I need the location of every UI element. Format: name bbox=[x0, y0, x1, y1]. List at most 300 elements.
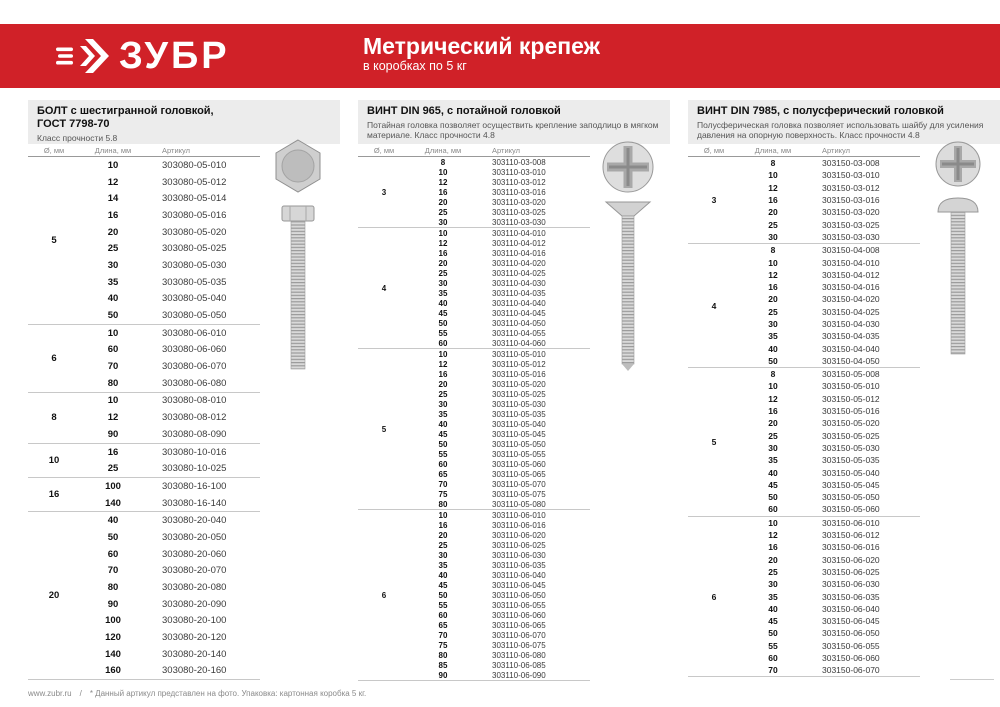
article-number: 303080-05-014 bbox=[162, 193, 227, 205]
article-number: 303150-06-040 bbox=[822, 603, 880, 614]
zubr-logo bbox=[56, 24, 230, 88]
article-number: 303110-05-020 bbox=[492, 379, 546, 389]
article-number: 303080-10-025 bbox=[162, 463, 227, 475]
length-value: 16 bbox=[107, 446, 119, 458]
article-number: 303150-03-010 bbox=[822, 170, 880, 181]
article-number: 303150-04-030 bbox=[822, 319, 880, 329]
article-number: 303080-05-030 bbox=[162, 259, 227, 271]
length-value: 10 bbox=[768, 257, 778, 268]
diameter-value: 5 bbox=[711, 436, 717, 447]
length-value: 12 bbox=[768, 393, 778, 404]
length-value: 16 bbox=[438, 520, 448, 530]
diameter-value: 3 bbox=[711, 195, 717, 206]
table-header bbox=[358, 144, 590, 157]
article-number: 303110-06-035 bbox=[492, 560, 546, 570]
diameter-value: 4 bbox=[711, 300, 717, 311]
article-number: 303110-06-075 bbox=[492, 640, 546, 650]
diameter-group bbox=[358, 157, 590, 228]
length-value: 30 bbox=[438, 399, 448, 409]
article-number: 303080-20-120 bbox=[162, 632, 227, 644]
length-value: 70 bbox=[438, 630, 448, 640]
diameter-group bbox=[28, 393, 260, 444]
length-value: 60 bbox=[107, 548, 119, 560]
length-value: 10 bbox=[768, 517, 778, 528]
diameter-group bbox=[688, 157, 920, 244]
article-number: 303080-20-090 bbox=[162, 598, 227, 610]
article-number: 303080-08-012 bbox=[162, 412, 227, 424]
length-value: 50 bbox=[107, 310, 119, 322]
article-number: 303110-06-050 bbox=[492, 590, 546, 600]
length-value: 90 bbox=[438, 670, 448, 680]
product-title: БОЛТ с шестигранной головкой, bbox=[37, 105, 214, 117]
article-number: 303150-05-035 bbox=[822, 455, 880, 466]
length-value: 65 bbox=[438, 620, 448, 630]
length-value: 45 bbox=[768, 479, 778, 490]
diameter-value: 10 bbox=[48, 454, 60, 466]
article-number: 303150-05-030 bbox=[822, 442, 880, 453]
product-title: ВИНТ DIN 7985, с полусферический головкой bbox=[697, 105, 944, 117]
length-value: 90 bbox=[107, 598, 119, 610]
length-value: 30 bbox=[438, 217, 448, 227]
article-number: 303110-05-025 bbox=[492, 389, 546, 399]
article-number: 303080-06-070 bbox=[162, 361, 227, 373]
length-value: 45 bbox=[768, 616, 778, 627]
length-value: 30 bbox=[438, 550, 448, 560]
length-value: 80 bbox=[438, 650, 448, 660]
footer bbox=[28, 689, 366, 698]
diameter-value: 16 bbox=[48, 489, 60, 501]
length-value: 40 bbox=[768, 603, 778, 614]
article-number: 303110-06-085 bbox=[492, 660, 546, 670]
length-value: 10 bbox=[107, 327, 119, 339]
article-number: 303080-05-040 bbox=[162, 293, 227, 305]
article-number: 303080-05-020 bbox=[162, 226, 227, 238]
length-value: 50 bbox=[768, 628, 778, 639]
length-value: 35 bbox=[438, 409, 448, 419]
col-header-diameter: Ø, мм bbox=[373, 145, 395, 155]
article-number: 303110-05-040 bbox=[492, 419, 546, 429]
length-value: 16 bbox=[438, 369, 448, 379]
article-number: 303080-10-016 bbox=[162, 446, 227, 458]
length-value: 20 bbox=[438, 258, 448, 268]
article-number: 303110-06-060 bbox=[492, 610, 546, 620]
article-number: 303110-05-010 bbox=[492, 349, 546, 359]
article-number: 303080-06-080 bbox=[162, 377, 227, 389]
article-number: 303080-16-100 bbox=[162, 480, 227, 492]
article-number: 303150-05-016 bbox=[822, 406, 880, 417]
product-title: ВИНТ DIN 965, с потайной головкой bbox=[367, 105, 561, 117]
length-value: 70 bbox=[768, 665, 778, 676]
article-number: 303150-06-010 bbox=[822, 517, 880, 528]
article-number: 303150-06-050 bbox=[822, 628, 880, 639]
diameter-value: 3 bbox=[381, 187, 387, 197]
product-header bbox=[28, 100, 340, 144]
length-value: 12 bbox=[768, 269, 778, 280]
article-number: 303110-04-012 bbox=[492, 238, 546, 248]
length-value: 20 bbox=[768, 554, 778, 565]
article-number: 303080-20-140 bbox=[162, 648, 227, 660]
article-number: 303080-20-050 bbox=[162, 531, 227, 543]
length-value: 25 bbox=[438, 207, 448, 217]
length-value: 60 bbox=[768, 504, 778, 515]
length-value: 50 bbox=[768, 492, 778, 503]
article-number: 303110-03-010 bbox=[492, 167, 546, 177]
diameter-group bbox=[358, 228, 590, 349]
length-value: 35 bbox=[438, 560, 448, 570]
article-number: 303150-04-012 bbox=[822, 269, 880, 280]
article-number: 303080-05-016 bbox=[162, 209, 227, 221]
length-value: 12 bbox=[107, 412, 119, 424]
col-header-length: Длина, мм bbox=[424, 145, 462, 155]
article-number: 303110-06-016 bbox=[492, 520, 546, 530]
article-number: 303150-03-012 bbox=[822, 182, 880, 193]
length-value: 20 bbox=[768, 207, 778, 218]
article-number: 303110-06-025 bbox=[492, 540, 546, 550]
length-value: 140 bbox=[105, 497, 121, 509]
col-header-article: Артикул bbox=[822, 145, 850, 155]
article-number: 303080-06-010 bbox=[162, 327, 227, 339]
length-value: 30 bbox=[768, 442, 778, 453]
length-value: 55 bbox=[438, 328, 448, 338]
article-number: 303110-05-060 bbox=[492, 459, 546, 469]
product-section-vint-din-7985 bbox=[688, 100, 1000, 681]
article-number: 303150-06-020 bbox=[822, 554, 880, 565]
length-value: 45 bbox=[438, 308, 448, 318]
length-value: 20 bbox=[768, 294, 778, 305]
catalog-columns bbox=[28, 100, 1000, 681]
article-number: 303150-04-016 bbox=[822, 282, 880, 293]
article-number: 303150-04-020 bbox=[822, 294, 880, 305]
diameter-group bbox=[358, 510, 590, 681]
col-header-length: Длина, мм bbox=[94, 145, 132, 155]
length-value: 45 bbox=[438, 429, 448, 439]
length-value: 40 bbox=[107, 515, 119, 527]
article-number: 303110-06-090 bbox=[492, 670, 546, 680]
article-number: 303150-06-030 bbox=[822, 579, 880, 590]
length-value: 20 bbox=[107, 226, 119, 238]
article-number: 303110-03-020 bbox=[492, 197, 546, 207]
article-number: 303110-03-030 bbox=[492, 217, 546, 227]
article-number: 303110-04-016 bbox=[492, 248, 546, 258]
article-number: 303150-06-055 bbox=[822, 640, 880, 651]
length-value: 20 bbox=[768, 418, 778, 429]
article-number: 303110-03-012 bbox=[492, 177, 546, 187]
length-value: 30 bbox=[768, 231, 778, 242]
article-number: 303150-06-025 bbox=[822, 566, 880, 577]
length-value: 70 bbox=[107, 565, 119, 577]
length-value: 60 bbox=[438, 610, 448, 620]
col-header-diameter: Ø, мм bbox=[43, 145, 65, 155]
article-number: 303150-03-030 bbox=[822, 231, 880, 242]
article-number: 303080-05-025 bbox=[162, 243, 227, 255]
article-number: 303150-03-020 bbox=[822, 207, 880, 218]
length-value: 16 bbox=[438, 248, 448, 258]
length-value: 25 bbox=[107, 463, 119, 475]
article-number: 303150-04-050 bbox=[822, 355, 880, 366]
article-number: 303110-03-016 bbox=[492, 187, 546, 197]
article-number: 303150-04-040 bbox=[822, 343, 880, 354]
diameter-group bbox=[28, 325, 260, 393]
article-number: 303080-08-090 bbox=[162, 428, 227, 440]
article-number: 303080-05-035 bbox=[162, 276, 227, 288]
hex-bolt-photo bbox=[256, 138, 340, 378]
length-value: 25 bbox=[768, 566, 778, 577]
article-number: 303110-04-060 bbox=[492, 338, 546, 348]
article-number: 303110-06-030 bbox=[492, 550, 546, 560]
length-value: 8 bbox=[440, 157, 446, 167]
article-number: 303110-04-045 bbox=[492, 308, 546, 318]
article-number: 303110-06-045 bbox=[492, 580, 546, 590]
article-number: 303150-05-025 bbox=[822, 430, 880, 441]
article-number: 303110-05-075 bbox=[492, 489, 546, 499]
article-number: 303150-05-060 bbox=[822, 504, 880, 515]
length-value: 16 bbox=[107, 209, 119, 221]
diameter-group bbox=[28, 157, 260, 325]
length-value: 20 bbox=[438, 379, 448, 389]
product-title-line2: ГОСТ 7798-70 bbox=[37, 118, 110, 130]
length-value: 35 bbox=[768, 331, 778, 342]
length-value: 10 bbox=[438, 349, 448, 359]
length-value: 40 bbox=[438, 298, 448, 308]
length-value: 16 bbox=[768, 282, 778, 293]
length-value: 25 bbox=[438, 268, 448, 278]
length-value: 30 bbox=[768, 319, 778, 329]
article-number: 303080-05-012 bbox=[162, 176, 227, 188]
article-number: 303080-20-070 bbox=[162, 565, 227, 577]
diameter-group bbox=[358, 349, 590, 510]
length-value: 12 bbox=[107, 176, 119, 188]
article-number: 303110-06-055 bbox=[492, 600, 546, 610]
diameter-value: 4 bbox=[381, 283, 387, 293]
article-table bbox=[688, 157, 920, 677]
article-number: 303110-04-025 bbox=[492, 268, 546, 278]
zubr-logo-text: ЗУБР bbox=[119, 35, 230, 77]
article-number: 303110-05-055 bbox=[492, 449, 546, 459]
article-number: 303110-05-080 bbox=[492, 499, 546, 509]
length-value: 25 bbox=[768, 306, 778, 317]
length-value: 70 bbox=[107, 361, 119, 373]
length-value: 40 bbox=[768, 467, 778, 478]
length-value: 20 bbox=[438, 197, 448, 207]
length-value: 40 bbox=[438, 419, 448, 429]
length-value: 60 bbox=[438, 459, 448, 469]
length-value: 50 bbox=[438, 439, 448, 449]
page-title: Метрический крепеж bbox=[363, 33, 600, 59]
length-value: 10 bbox=[768, 381, 778, 392]
length-value: 25 bbox=[107, 243, 119, 255]
length-value: 80 bbox=[438, 499, 448, 509]
article-number: 303150-05-010 bbox=[822, 381, 880, 392]
article-number: 303110-05-012 bbox=[492, 359, 546, 369]
article-number: 303150-03-008 bbox=[822, 158, 880, 169]
article-number: 303110-06-080 bbox=[492, 650, 546, 660]
footer-note: * Данный артикул представлен на фото. Упаковка: картонная коробка 5 кг. bbox=[89, 689, 367, 698]
length-value: 45 bbox=[438, 580, 448, 590]
article-number: 303110-06-040 bbox=[492, 570, 546, 580]
article-number: 303150-05-045 bbox=[822, 479, 880, 490]
article-number: 303110-04-050 bbox=[492, 318, 546, 328]
length-value: 10 bbox=[438, 510, 448, 520]
length-value: 90 bbox=[107, 428, 119, 440]
page-edge-line bbox=[950, 679, 994, 680]
length-value: 60 bbox=[438, 338, 448, 348]
product-description: Класс прочности 5.8 bbox=[37, 133, 118, 143]
diameter-group bbox=[688, 517, 920, 678]
page-subtitle: в коробках по 5 кг bbox=[363, 59, 467, 73]
diameter-group bbox=[28, 478, 260, 512]
length-value: 30 bbox=[768, 579, 778, 590]
length-value: 25 bbox=[438, 540, 448, 550]
article-number: 303110-05-065 bbox=[492, 469, 546, 479]
article-number: 303110-04-030 bbox=[492, 278, 546, 288]
footer-site: www.zubr.ru bbox=[28, 689, 72, 698]
length-value: 100 bbox=[105, 615, 121, 627]
article-number: 303110-04-010 bbox=[492, 228, 546, 238]
article-table bbox=[28, 157, 260, 680]
length-value: 140 bbox=[105, 648, 121, 660]
length-value: 35 bbox=[768, 591, 778, 602]
length-value: 80 bbox=[107, 377, 119, 389]
diameter-value: 5 bbox=[381, 424, 387, 434]
length-value: 25 bbox=[438, 389, 448, 399]
diameter-value: 5 bbox=[51, 234, 57, 246]
length-value: 30 bbox=[438, 278, 448, 288]
diameter-value: 8 bbox=[51, 412, 57, 424]
length-value: 80 bbox=[107, 582, 119, 594]
article-number: 303150-05-012 bbox=[822, 393, 880, 404]
length-value: 60 bbox=[768, 653, 778, 664]
length-value: 55 bbox=[768, 640, 778, 651]
length-value: 75 bbox=[438, 489, 448, 499]
article-number: 303110-03-008 bbox=[492, 157, 546, 167]
pan-head-screw-photo bbox=[916, 138, 1000, 378]
col-header-length: Длина, мм bbox=[754, 145, 792, 155]
article-number: 303150-05-040 bbox=[822, 467, 880, 478]
article-number: 303080-05-010 bbox=[162, 159, 227, 171]
article-number: 303150-06-060 bbox=[822, 653, 880, 664]
article-number: 303150-06-016 bbox=[822, 542, 880, 553]
length-value: 12 bbox=[438, 359, 448, 369]
article-number: 303110-05-035 bbox=[492, 409, 546, 419]
length-value: 35 bbox=[107, 276, 119, 288]
article-number: 303080-20-040 bbox=[162, 515, 227, 527]
article-number: 303150-03-016 bbox=[822, 195, 880, 206]
article-number: 303110-06-020 bbox=[492, 530, 546, 540]
product-header bbox=[688, 100, 1000, 144]
article-number: 303150-04-035 bbox=[822, 331, 880, 342]
length-value: 10 bbox=[438, 228, 448, 238]
diameter-group bbox=[28, 512, 260, 680]
length-value: 10 bbox=[107, 159, 119, 171]
length-value: 40 bbox=[768, 343, 778, 354]
article-number: 303110-04-035 bbox=[492, 288, 546, 298]
article-number: 303150-04-025 bbox=[822, 306, 880, 317]
article-number: 303110-06-065 bbox=[492, 620, 546, 630]
article-number: 303150-04-010 bbox=[822, 257, 880, 268]
article-number: 303080-08-010 bbox=[162, 395, 227, 407]
length-value: 8 bbox=[770, 369, 776, 380]
banner-titles bbox=[363, 33, 600, 74]
diameter-value: 20 bbox=[48, 590, 60, 602]
article-number: 303080-20-060 bbox=[162, 548, 227, 560]
length-value: 100 bbox=[105, 480, 121, 492]
length-value: 16 bbox=[768, 195, 778, 206]
product-description: Полусферическая головка позволяет использовать шайбу для усиления давления на опорную поверхность. Класс прочности 4.8 bbox=[697, 120, 984, 140]
countersunk-screw-photo bbox=[586, 138, 670, 378]
article-number: 303110-05-030 bbox=[492, 399, 546, 409]
length-value: 85 bbox=[438, 660, 448, 670]
length-value: 10 bbox=[107, 395, 119, 407]
article-number: 303150-03-025 bbox=[822, 219, 880, 230]
length-value: 40 bbox=[438, 570, 448, 580]
length-value: 120 bbox=[105, 632, 121, 644]
article-number: 303080-06-060 bbox=[162, 344, 227, 356]
article-number: 303110-04-055 bbox=[492, 328, 546, 338]
length-value: 70 bbox=[438, 479, 448, 489]
article-number: 303150-06-035 bbox=[822, 591, 880, 602]
length-value: 50 bbox=[438, 590, 448, 600]
table-header bbox=[688, 144, 920, 157]
article-number: 303110-06-010 bbox=[492, 510, 546, 520]
article-number: 303110-05-016 bbox=[492, 369, 546, 379]
diameter-value: 6 bbox=[711, 591, 717, 602]
article-number: 303080-16-140 bbox=[162, 497, 227, 509]
length-value: 35 bbox=[438, 288, 448, 298]
length-value: 16 bbox=[768, 406, 778, 417]
length-value: 12 bbox=[438, 238, 448, 248]
length-value: 50 bbox=[438, 318, 448, 328]
length-value: 25 bbox=[768, 430, 778, 441]
article-number: 303150-04-008 bbox=[822, 245, 880, 256]
length-value: 14 bbox=[107, 193, 119, 205]
length-value: 75 bbox=[438, 640, 448, 650]
length-value: 20 bbox=[438, 530, 448, 540]
article-number: 303080-05-050 bbox=[162, 310, 227, 322]
article-table bbox=[358, 157, 590, 681]
article-number: 303150-05-020 bbox=[822, 418, 880, 429]
article-number: 303150-06-012 bbox=[822, 530, 880, 541]
article-number: 303110-04-020 bbox=[492, 258, 546, 268]
length-value: 16 bbox=[438, 187, 448, 197]
product-description: Потайная головка позволяет осуществить крепление заподлицо в мягком материале. Класс прочности 4.8 bbox=[367, 120, 659, 140]
length-value: 65 bbox=[438, 469, 448, 479]
length-value: 10 bbox=[768, 170, 778, 181]
article-number: 303150-06-045 bbox=[822, 616, 880, 627]
article-number: 303110-05-050 bbox=[492, 439, 546, 449]
table-header bbox=[28, 144, 260, 157]
product-section-vint-din-965 bbox=[358, 100, 670, 681]
article-number: 303150-06-070 bbox=[822, 665, 880, 676]
article-number: 303110-05-070 bbox=[492, 479, 546, 489]
col-header-diameter: Ø, мм bbox=[703, 145, 725, 155]
length-value: 10 bbox=[438, 167, 448, 177]
length-value: 60 bbox=[107, 344, 119, 356]
length-value: 8 bbox=[770, 245, 776, 256]
diameter-value: 6 bbox=[381, 590, 387, 600]
length-value: 55 bbox=[438, 449, 448, 459]
length-value: 55 bbox=[438, 600, 448, 610]
zubr-logo-icon bbox=[56, 35, 110, 77]
article-number: 303110-05-045 bbox=[492, 429, 546, 439]
length-value: 50 bbox=[768, 355, 778, 366]
length-value: 12 bbox=[768, 182, 778, 193]
product-header bbox=[358, 100, 670, 144]
article-number: 303080-20-080 bbox=[162, 582, 227, 594]
product-section-bolt-gost-7798 bbox=[28, 100, 340, 681]
article-number: 303110-03-025 bbox=[492, 207, 546, 217]
diameter-group bbox=[688, 244, 920, 368]
diameter-value: 6 bbox=[51, 352, 57, 364]
